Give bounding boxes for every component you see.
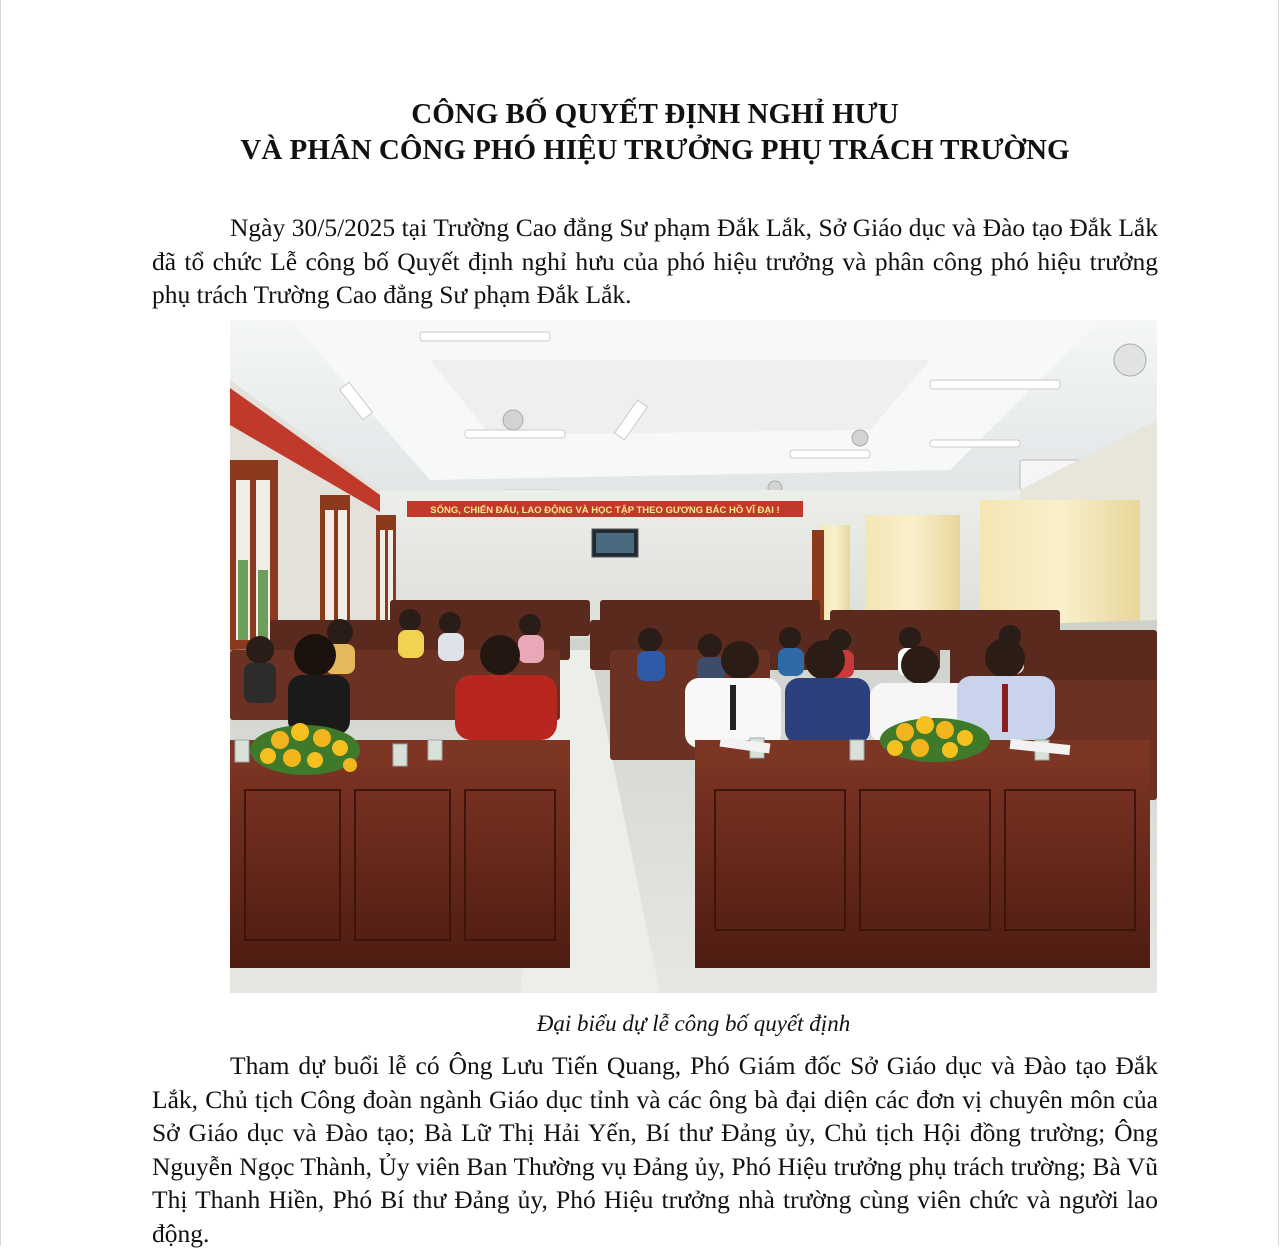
back-wall-banner: SỐNG, CHIẾN ĐẤU, LAO ĐỘNG VÀ HỌC TẬP THEO GƯƠNG BÁC HỒ VĨ ĐẠI ! — [430, 505, 780, 516]
document-title — [140, 96, 1170, 168]
intro-paragraph: Ngày 30/5/2025 tại Trường Cao đẳng Sư phạm Đắk Lắk, Sở Giáo dục và Đào tạo Đắk Lắk đã tổ chức Lễ công bố Quyết định nghỉ hưu của phó hiệu trưởng và phân công phó hiệu trưởng phụ trách Trường Cao đẳng Sư phạm Đắk Lắk. — [152, 213, 1158, 309]
title-line-2: VÀ PHÂN CÔNG PHÓ HIỆU TRƯỞNG PHỤ TRÁCH TRƯỜNG — [240, 134, 1070, 166]
attendees-paragraph: Tham dự buổi lễ có Ông Lưu Tiến Quang, Phó Giám đốc Sở Giáo dục và Đào tạo Đắk Lắk, Chủ tịch Công đoàn ngành Giáo dục tỉnh và các ông bà đại diện các đơn vị chuyên môn của Sở Giáo dục và Đào tạo; Bà Lữ Thị Hải Yến, Bí thư Đảng ủy, Chủ tịch Hội đồng trường; Ông Nguyễn Ngọc Thành, Ủy viên Ban Thường vụ Đảng ủy, Phó Hiệu trưởng phụ trách trường; Bà Vũ Thị Thanh Hiền, Phó Bí thư Đảng ủy, Phó Hiệu trưởng nhà trường cùng viên chức và người lao động. — [152, 1051, 1158, 1248]
title-line-1: CÔNG BỐ QUYẾT ĐỊNH NGHỈ HƯU — [411, 98, 899, 130]
photo-caption: Đại biểu dự lễ công bố quyết định — [536, 1011, 851, 1036]
event-photo — [230, 320, 1157, 993]
